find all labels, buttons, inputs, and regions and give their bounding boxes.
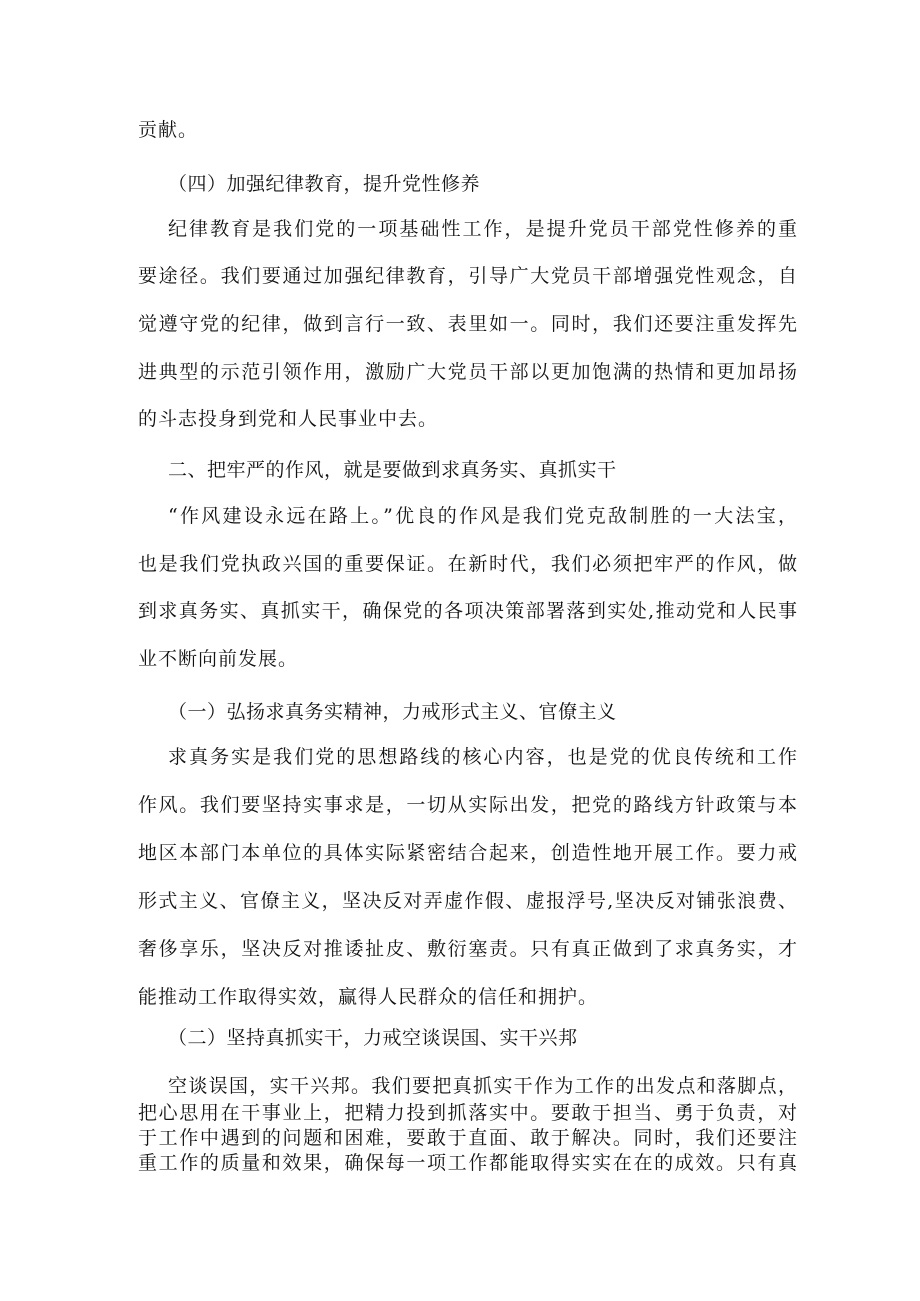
paragraph-line: 能推动工作取得实效，赢得人民群众的信任和拥护。 — [138, 986, 599, 1008]
paragraph-line: 把心思用在干事业上，把精力投到抓落实中。要敢于担当、勇于负责，对 — [138, 1102, 798, 1124]
paragraph-line: 到求真务实、真抓实干，确保党的各项决策部署落到实处,推动党和人民事 — [138, 600, 798, 622]
paragraph-line: 求真务实是我们党的思想路线的核心内容，也是党的优良传统和工作 — [168, 746, 798, 768]
paragraph-line: 觉遵守党的纪律，做到言行一致、表里如一。同时，我们还要注重发挥先 — [138, 313, 798, 335]
section-heading-2: （二）坚持真抓实干，力戒空谈误国、实干兴邦 — [168, 1027, 578, 1049]
paragraph-line: 奢侈享乐，坚决反对推诿扯皮、敷衍塞责。只有真正做到了求真务实，才 — [138, 938, 798, 960]
chapter-heading-2: 二、把牢严的作风，就是要做到求真务实、真抓实干 — [168, 459, 617, 481]
section-heading-4: （四）加强纪律教育，提升党性修养 — [168, 173, 481, 195]
paragraph-continuation: 贡献。 — [138, 119, 199, 141]
paragraph-line: 纪律教育是我们党的一项基础性工作，是提升党员干部党性修养的重 — [168, 218, 798, 240]
paragraph-line: 作风。我们要坚持实事求是，一切从实际出发，把党的路线方针政策与本 — [138, 794, 798, 816]
paragraph-line: 空谈误国，实干兴邦。我们要把真抓实干作为工作的出发点和落脚点， — [168, 1075, 798, 1097]
paragraph-line: 重工作的质量和效果，确保每一项工作都能取得实实在在的成效。只有真 — [138, 1152, 798, 1174]
paragraph-line: 要途径。我们要通过加强纪律教育，引导广大党员干部增强党性观念，自 — [138, 265, 798, 287]
paragraph-line: 地区本部门本单位的具体实际紧密结合起来，创造性地开展工作。要力戒 — [138, 842, 798, 864]
paragraph-line: 业不断向前发展。 — [138, 648, 299, 670]
paragraph-line: 形式主义、官僚主义，坚决反对弄虚作假、虚报浮号,坚决反对铺张浪费、 — [138, 890, 798, 912]
paragraph-line: “作风建设永远在路上。”优良的作风是我们党克敌制胜的一大法宝， — [168, 505, 798, 527]
paragraph-line: 的斗志投身到党和人民事业中去。 — [138, 408, 439, 430]
paragraph-line: 进典型的示范引领作用，激励广大党员干部以更加饱满的热情和更加昂扬 — [138, 361, 798, 383]
paragraph-line: 也是我们党执政兴国的重要保证。在新时代，我们必须把牢严的作风，做 — [138, 553, 798, 575]
section-heading-1: （一）弘扬求真务实精神，力戒形式主义、官僚主义 — [168, 701, 617, 723]
paragraph-line: 于工作中遇到的问题和困难，要敢于直面、敢于解决。同时，我们还要注 — [138, 1127, 798, 1149]
